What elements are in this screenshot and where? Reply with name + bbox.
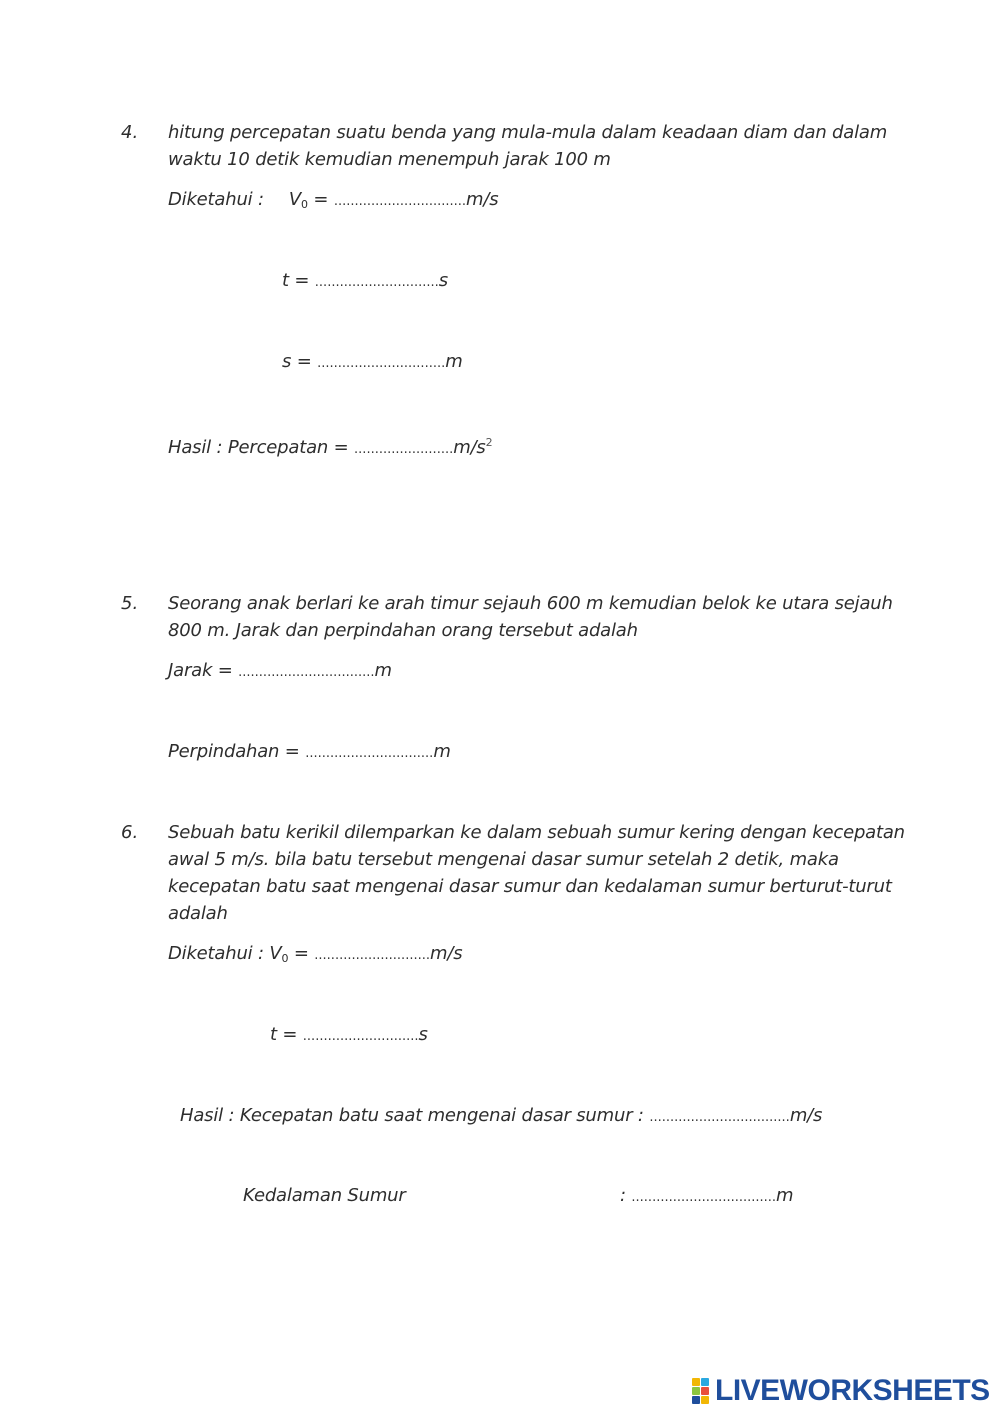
q4-hasil-answer-field[interactable]: ........................ xyxy=(354,442,454,457)
liveworksheets-brand-text: LIVEWORKSHEETS xyxy=(715,1374,990,1407)
question-6-text-line-3: kecepatan batu saat mengenai dasar sumur dan kedalaman sumur berturut-turut xyxy=(168,876,892,897)
q4-v0-label: V xyxy=(288,189,302,210)
q4-hasil-unit: m/s xyxy=(453,437,486,458)
question-6-text-line-4: adalah xyxy=(168,903,228,924)
q4-t-answer-field[interactable]: .............................. xyxy=(314,275,439,290)
q6-hasil-unit: m/s xyxy=(789,1105,823,1126)
q6-v0-subscript: 0 xyxy=(281,952,289,965)
q4-s-unit: m xyxy=(445,351,463,372)
q6-hasil-row xyxy=(180,1102,822,1131)
q6-hasil-answer-field[interactable]: .................................. xyxy=(649,1110,790,1125)
q6-t-row xyxy=(270,1021,428,1050)
q6-kedalaman-answer-field[interactable]: ................................... xyxy=(631,1190,777,1205)
q5-jarak-answer-field[interactable]: ................................. xyxy=(238,665,375,680)
logo-square-4 xyxy=(701,1387,709,1395)
q4-s-row xyxy=(282,348,463,377)
q5-jarak-row xyxy=(168,657,392,686)
liveworksheets-logo xyxy=(692,1374,990,1408)
q5-jarak-unit: m xyxy=(374,660,392,681)
q6-hasil-label: Hasil : Kecepatan batu saat mengenai dasar sumur : xyxy=(180,1105,644,1126)
q6-diketahui-label: Diketahui : xyxy=(168,943,264,964)
q4-hasil-label: Hasil : Percepatan = xyxy=(168,437,349,458)
q4-hasil-row xyxy=(168,429,492,463)
q6-kedalaman-row xyxy=(620,1182,793,1211)
q4-v0-answer-field[interactable]: ................................ xyxy=(333,194,467,209)
q4-s-label: s = xyxy=(282,351,312,372)
q6-v0-label: V xyxy=(269,943,282,964)
logo-square-5 xyxy=(692,1396,700,1404)
q6-diketahui-row xyxy=(168,940,462,972)
q4-t-unit: s xyxy=(438,270,448,291)
question-4-text-line-1: hitung percepatan suatu benda yang mula-mula dalam keadaan diam dan dalam xyxy=(168,122,888,143)
q6-t-label: t = xyxy=(270,1024,298,1045)
question-5-text-line-2: 800 m. Jarak dan perpindahan orang tersebut adalah xyxy=(168,620,638,641)
q6-v0-equals: = xyxy=(293,943,309,964)
q5-jarak-label: Jarak = xyxy=(168,660,233,681)
q6-kedalaman-label: Kedalaman Sumur xyxy=(243,1185,406,1206)
q4-hasil-superscript: 2 xyxy=(485,436,493,449)
question-5-number: 5. xyxy=(121,593,139,614)
logo-square-1 xyxy=(692,1378,700,1386)
q5-perpindahan-row xyxy=(168,738,451,767)
question-5-text-line-1: Seorang anak berlari ke arah timur sejauh 600 m kemudian belok ke utara sejauh xyxy=(168,593,893,614)
logo-square-6 xyxy=(701,1396,709,1404)
q6-v0-unit: m/s xyxy=(430,943,463,964)
logo-square-2 xyxy=(701,1378,709,1386)
question-6-text-line-1: Sebuah batu kerikil dilemparkan ke dalam sebuah sumur kering dengan kecepatan xyxy=(168,822,905,843)
q4-v0-unit: m/s xyxy=(466,189,499,210)
q4-s-answer-field[interactable]: ............................... xyxy=(317,356,446,371)
q4-v0-subscript: 0 xyxy=(301,198,308,211)
q6-kedalaman-colon: : xyxy=(620,1185,626,1206)
q5-perpindahan-label: Perpindahan = xyxy=(168,741,300,762)
liveworksheets-logo-icon xyxy=(692,1378,710,1404)
q6-t-answer-field[interactable]: ............................ xyxy=(302,1029,419,1044)
q6-v0-answer-field[interactable]: ............................ xyxy=(314,948,430,963)
question-6-text-line-2: awal 5 m/s. bila batu tersebut mengenai dasar sumur setelah 2 detik, maka xyxy=(168,849,839,870)
question-4-text-line-2: waktu 10 detik kemudian menempuh jarak 100 m xyxy=(168,149,611,170)
q4-v0-equals: = xyxy=(313,189,329,210)
q4-diketahui-row xyxy=(168,186,498,218)
q6-t-unit: s xyxy=(418,1024,428,1045)
question-4-number: 4. xyxy=(121,122,139,143)
q4-diketahui-label: Diketahui : xyxy=(168,189,264,210)
question-6-number: 6. xyxy=(121,822,139,843)
q5-perpindahan-unit: m xyxy=(433,741,451,762)
logo-square-3 xyxy=(692,1387,700,1395)
q4-t-label: t = xyxy=(282,270,310,291)
q6-kedalaman-unit: m xyxy=(776,1185,794,1206)
q5-perpindahan-answer-field[interactable]: ............................... xyxy=(305,746,434,761)
q4-t-row xyxy=(282,267,448,296)
